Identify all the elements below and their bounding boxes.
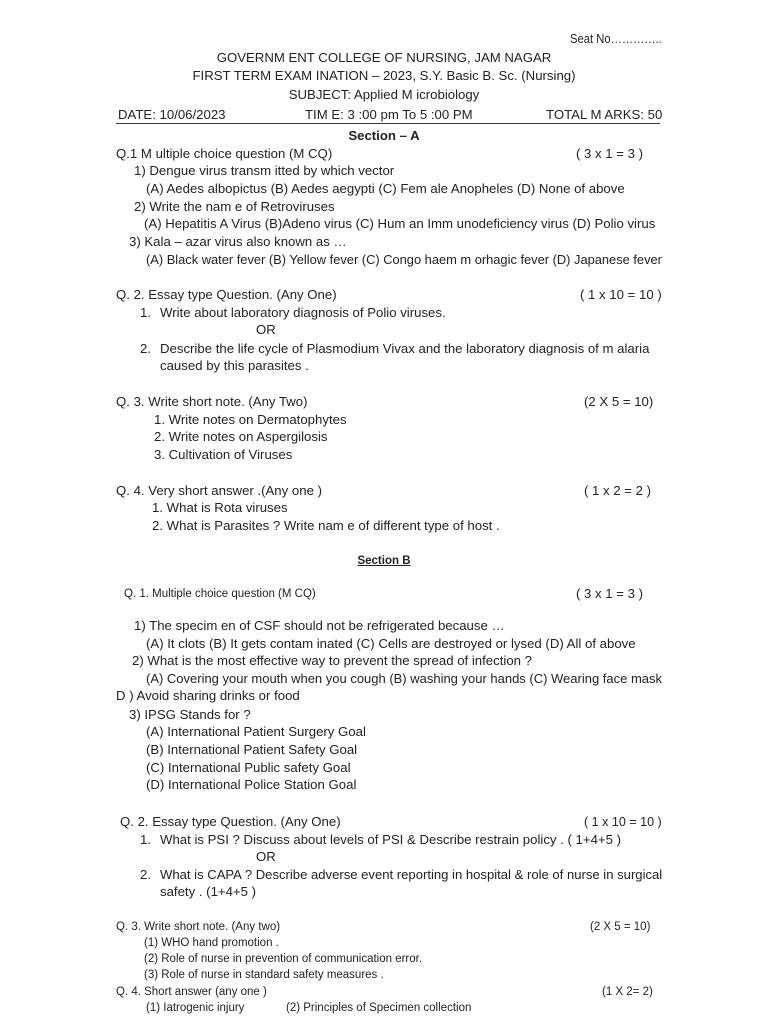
sb-q1-item-3-option-b: (B) International Patient Safety Goal [146, 742, 358, 757]
sb-q3-item-1: (1) WHO hand promotion . [144, 937, 279, 949]
sa-q4-title: Q. 4. Very short answer .(Any one ) [116, 483, 322, 498]
sb-q2-item-2-num: 2. [140, 867, 151, 882]
sb-q2-item-2-line-1: What is CAPA ? Describe adverse event reporting in hospital & role of nurse in surgical [160, 867, 663, 882]
sb-q1-item-2-options-1: (A) Covering your mouth when you cough (B) washing your hands (C) Wearing face mask [146, 671, 662, 686]
sa-q2-item-2-num: 2. [140, 341, 151, 356]
sb-q1-title: Q. 1. Multiple choice question (M CQ) [124, 588, 316, 600]
sb-q1-item-2-options-2: D ) Avoid sharing drinks or food [116, 688, 300, 703]
sa-q1-title: Q.1 M ultiple choice question (M CQ) [116, 146, 333, 161]
exam-title: FIRST TERM EXAM INATION – 2023, S.Y. Basic B. Sc. (Nursing) [192, 68, 576, 83]
college-name: GOVERNM ENT COLLEGE OF NURSING, JAM NAGAR [216, 50, 552, 65]
sa-q1-item-1: 1) Dengue virus transm itted by which vector [134, 163, 395, 178]
sa-q1-marks: ( 3 x 1 = 3 ) [576, 146, 644, 161]
sa-q2-item-1: Write about laboratory diagnosis of Polio viruses. [160, 305, 446, 320]
sb-q1-item-1: 1) The specim en of CSF should not be refrigerated because … [134, 618, 505, 633]
header-rule [116, 123, 660, 124]
sb-q1-item-2: 2) What is the most effective way to prevent the spread of infection ? [132, 653, 532, 668]
section-a-title: Section – A [348, 128, 420, 143]
sa-q3-item-1: 1. Write notes on Dermatophytes [154, 412, 347, 427]
sb-q2-item-2-line-2: safety . (1+4+5 ) [160, 884, 257, 899]
exam-time: TIM E: 3 :00 pm To 5 :00 PM [305, 107, 473, 122]
sa-q2-item-2-line-1: Describe the life cycle of Plasmodium Vivax and the laboratory diagnosis of m alaria [160, 341, 650, 356]
sb-q4-title: Q. 4. Short answer (any one ) [116, 986, 267, 998]
sa-q1-item-3-options: (A) Black water fever (B) Yellow fever (C) Congo haem m orhagic fever (D) Japanese fever [146, 252, 662, 267]
sb-q2-marks: ( 1 x 10 = 10 ) [584, 814, 662, 829]
total-marks: TOTAL M ARKS: 50 [546, 107, 663, 122]
sa-q1-item-2-options: (A) Hepatitis A Virus (B)Adeno virus (C) Hum an Imm unodeficiency virus (D) Polio virus [144, 216, 656, 231]
sa-q2-marks: ( 1 x 10 = 10 ) [580, 287, 662, 302]
sa-q3-item-2: 2. Write notes on Aspergilosis [154, 429, 328, 444]
sa-q4-marks: ( 1 x 2 = 2 ) [584, 483, 652, 498]
sa-q4-item-2: 2. What is Parasites ? Write nam e of different type of host . [152, 518, 500, 533]
sa-q3-item-3: 3. Cultivation of Viruses [154, 447, 293, 462]
seat-number: Seat No………….. [570, 31, 662, 46]
section-b-title: Section B [357, 555, 411, 567]
sa-q2-item-2-line-2: caused by this parasites . [160, 358, 309, 373]
sa-q3-marks: (2 X 5 = 10) [584, 394, 654, 409]
sb-q1-item-3-option-c: (C) International Public safety Goal [146, 760, 351, 775]
sa-q4-item-1: 1. What is Rota viruses [152, 500, 288, 515]
sb-q2-or: OR [256, 849, 276, 864]
sb-q1-marks: ( 3 x 1 = 3 ) [576, 586, 644, 601]
sb-q1-item-3-option-a: (A) International Patient Surgery Goal [146, 724, 366, 739]
sb-q3-marks: (2 X 5 = 10) [590, 921, 651, 933]
sa-q2-title: Q. 2. Essay type Question. (Any One) [116, 287, 337, 302]
sa-q1-item-3: 3) Kala – azar virus also known as … [129, 234, 347, 249]
sb-q4-item-1: (1) Iatrogenic injury [146, 1002, 245, 1014]
exam-date: DATE: 10/06/2023 [118, 107, 226, 122]
sb-q1-item-3-option-d: (D) International Police Station Goal [146, 777, 357, 792]
sa-q1-item-1-options: (A) Aedes albopictus (B) Aedes aegypti (C) Fem ale Anopheles (D) None of above [146, 181, 625, 196]
sb-q3-item-2: (2) Role of nurse in prevention of communication error. [144, 953, 423, 965]
sb-q3-item-3: (3) Role of nurse in standard safety measures . [144, 969, 384, 981]
sb-q2-item-1: What is PSI ? Discuss about levels of PSI & Describe restrain policy . ( 1+4+5 ) [160, 832, 622, 847]
sb-q3-title: Q. 3. Write short note. (Any two) [116, 921, 281, 933]
sb-q2-item-1-num: 1. [140, 832, 151, 847]
sb-q2-title: Q. 2. Essay type Question. (Any One) [120, 814, 341, 829]
sa-q3-title: Q. 3. Write short note. (Any Two) [116, 394, 308, 409]
subject-title: SUBJECT: Applied M icrobiology [288, 87, 480, 102]
sa-q2-or: OR [256, 322, 276, 337]
sb-q1-item-3: 3) IPSG Stands for ? [129, 707, 251, 722]
sa-q2-item-1-num: 1. [140, 305, 151, 320]
sb-q4-item-2: (2) Principles of Specimen collection [286, 1002, 472, 1014]
sb-q1-item-1-options: (A) It clots (B) It gets contam inated (C) Cells are destroyed or lysed (D) All of above [146, 636, 636, 651]
sa-q1-item-2: 2) Write the nam e of Retroviruses [134, 199, 335, 214]
sb-q4-marks: (1 X 2= 2) [602, 986, 653, 998]
